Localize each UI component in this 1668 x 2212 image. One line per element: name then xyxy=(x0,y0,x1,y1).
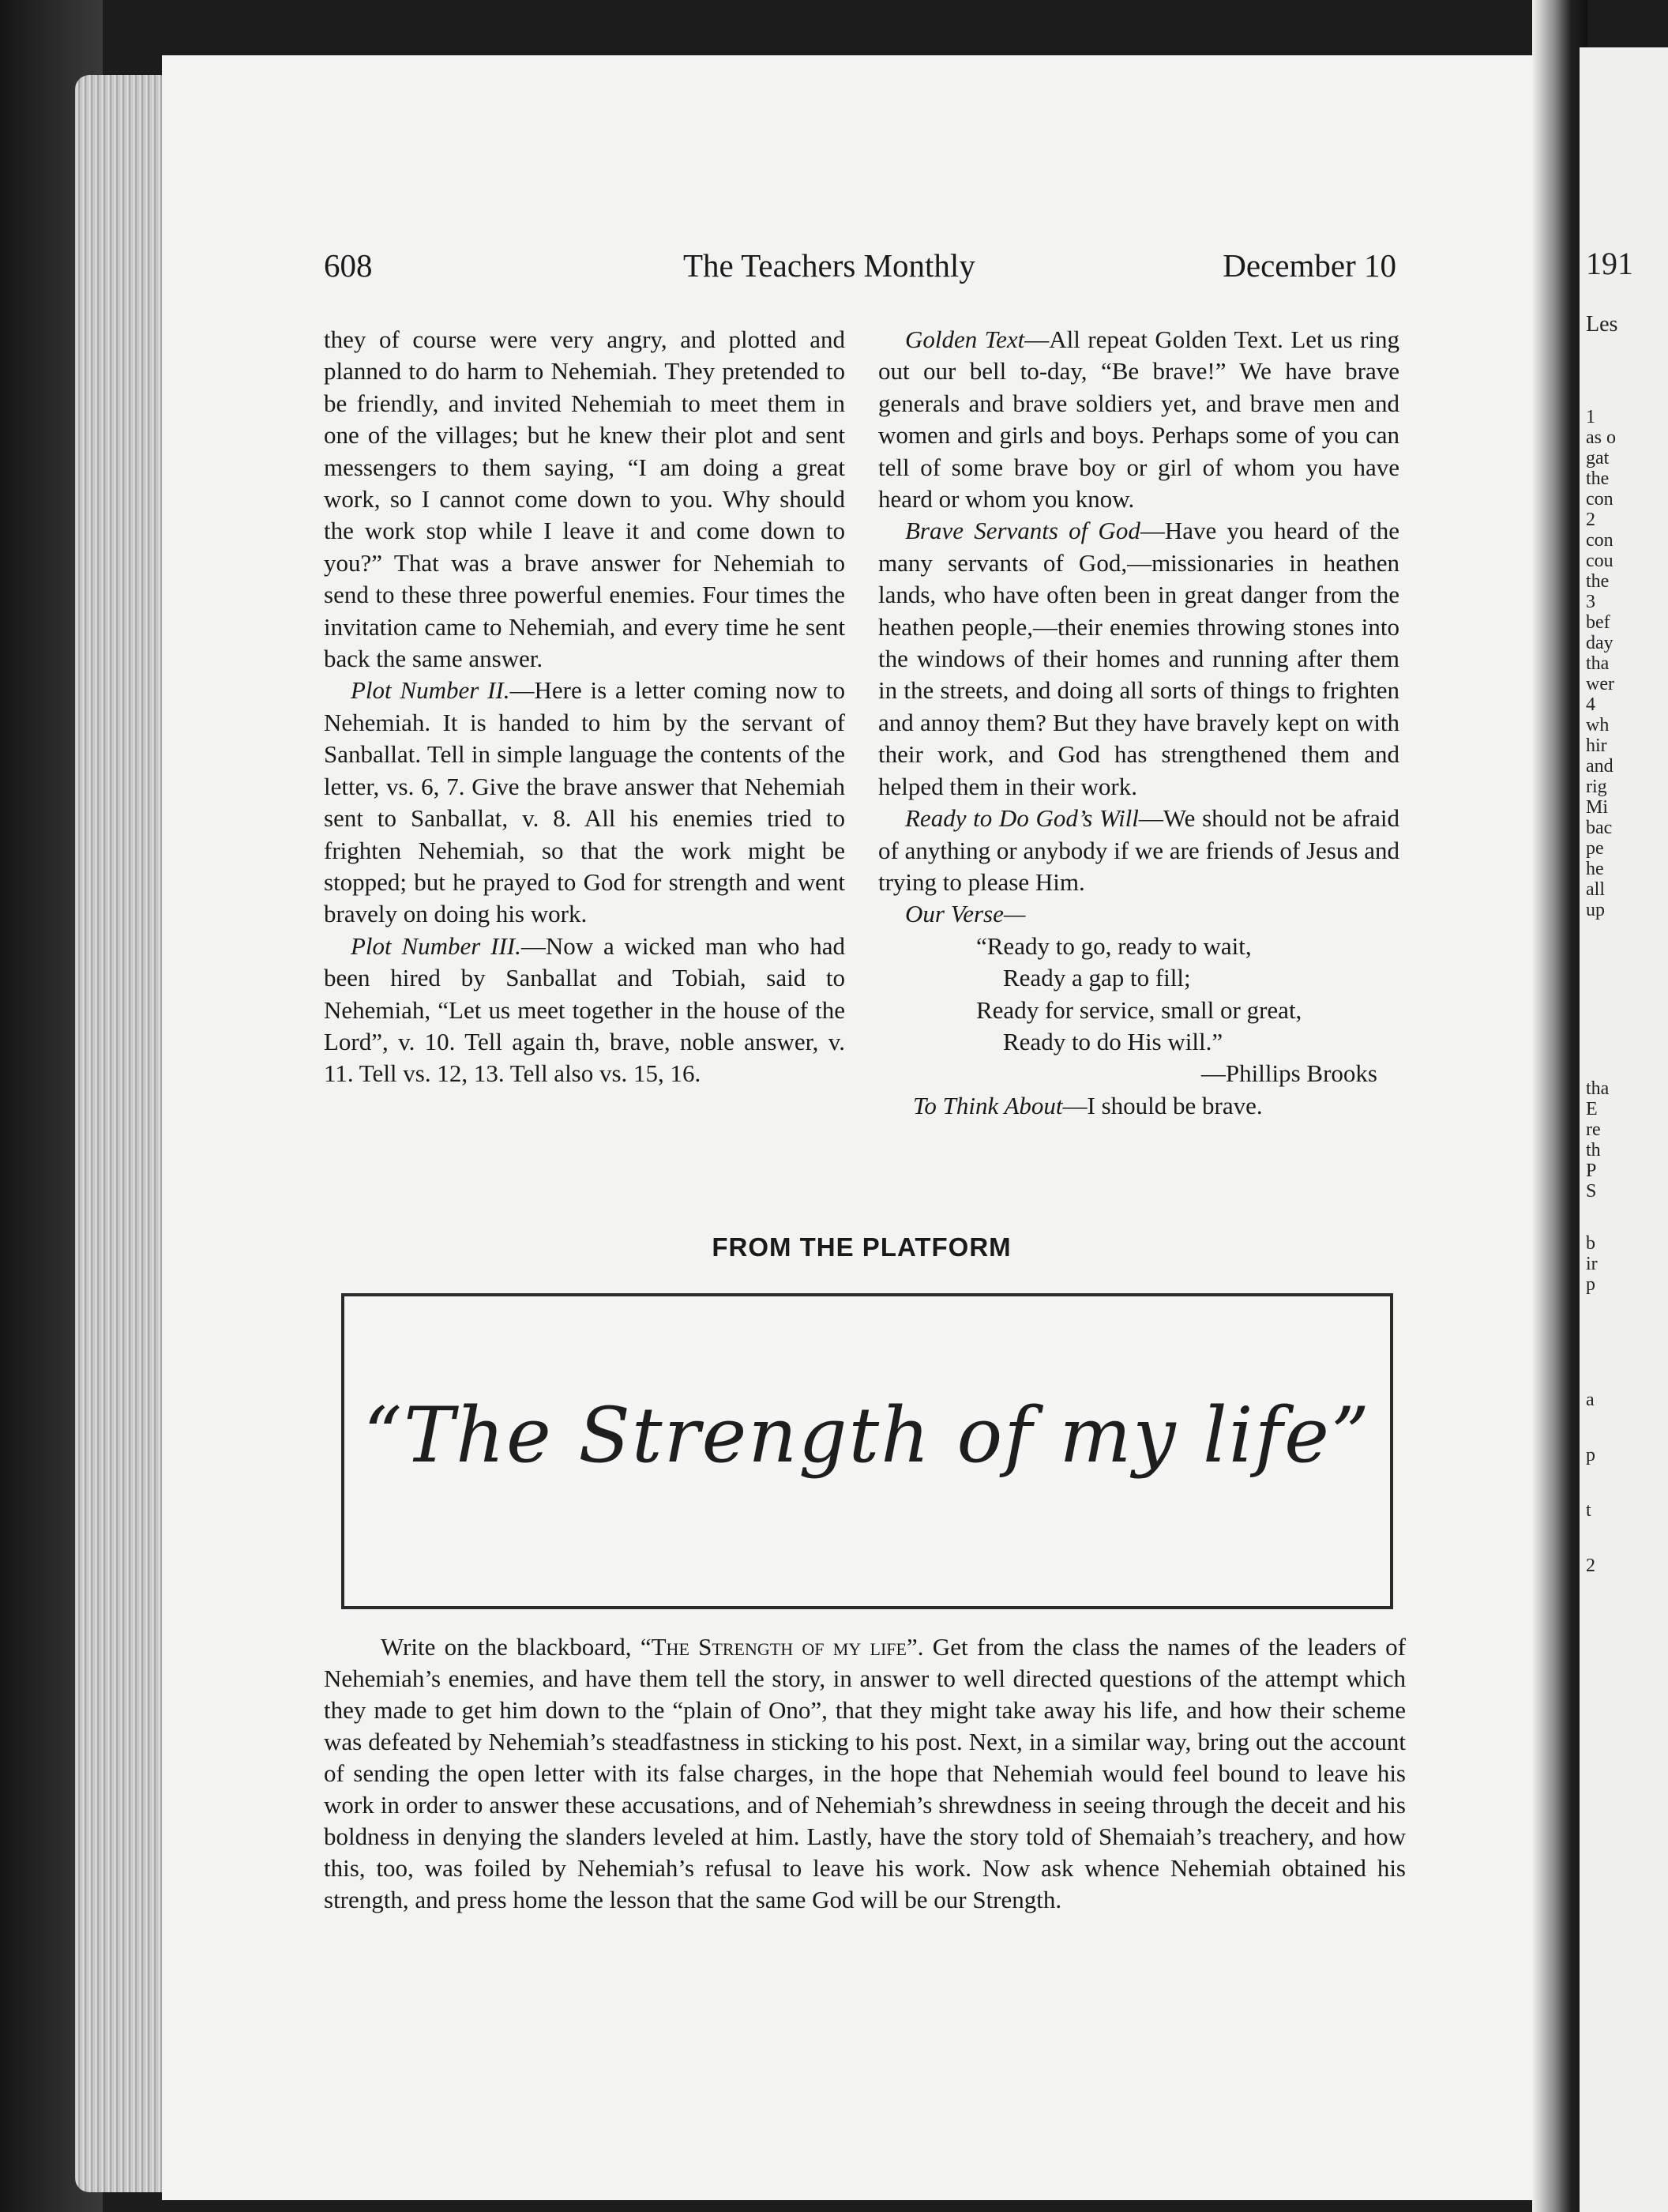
next-page-fragment: b xyxy=(1586,1233,1595,1254)
next-page-fragment: tha xyxy=(1586,653,1610,674)
next-page-fragment: 1 xyxy=(1586,407,1595,427)
paragraph-golden-text xyxy=(878,324,1399,515)
platform-paragraph xyxy=(324,1631,1406,1916)
paragraph-continuation: they of course were very angry, and plotted and planned to do harm to Nehemiah. They pretended to be friendly, and invited Nehemiah to meet them in one of the villages; but he knew their plot and sent messengers to them saying, “I am doing a great work, so I cannot come down to you. Why should the work stop while I leave it and come down to you?” That was a brave answer for Nehemiah to send to these three powerful enemies. Four times the invitation came to Nehemiah, and every time he sent back the same answer. xyxy=(324,325,845,673)
paragraph-ready xyxy=(878,803,1399,898)
think-about-text: —I should be brave. xyxy=(1062,1091,1263,1119)
paragraph-plot-three xyxy=(324,931,845,1090)
section-heading: FROM THE PLATFORM xyxy=(712,1232,1012,1262)
ready-body: —We should not be afraid of anything or anybody if we are friends of Jesus and trying to please Him. xyxy=(878,804,1399,896)
next-page-fragment: 3 xyxy=(1586,592,1595,612)
next-page-fragment: 2 xyxy=(1586,1556,1595,1576)
verse-line: “Ready to go, ready to wait, xyxy=(976,931,1252,960)
paragraph-plot-two xyxy=(324,675,845,930)
plot-two-label: Plot Number II. xyxy=(351,676,510,705)
next-page-fragment: Mi xyxy=(1586,797,1609,818)
next-page-fragment: 2 xyxy=(1586,510,1595,530)
plot-two-text: —Here is a letter coming now to Nehemiah. It is handed to him by the servant of Sanballat. Tell in simple language the contents of the letter, vs. 6, 7. Give the brave answer that Nehemiah sent to Sanballat, v. 8. All his enemies tried to frighten Nehemiah, so that the work might be stopped; but he prayed to God for strength and went bravely on doing his work. xyxy=(324,676,845,928)
think-about-label: To Think About xyxy=(913,1091,1063,1119)
brave-servants-body: —Have you heard of the many servants of God,—missionaries in heathen lands, who have often been in great danger from the heathen people,—their enemies throwing stones into the windows of their homes and running after them in the streets, and doing all sorts of things to frighten and annoy them? But they have bravely kept on with their work, and God has strengthened them and helped them in their work. xyxy=(878,517,1399,800)
running-head xyxy=(324,246,1396,294)
next-page-fragment: and xyxy=(1586,756,1614,777)
left-column xyxy=(324,324,845,1090)
next-page-fragment: gat xyxy=(1586,448,1610,468)
next-page-fragment: up xyxy=(1586,900,1605,920)
paragraph-brave-servants xyxy=(878,515,1399,803)
next-page-fragment: S xyxy=(1586,1181,1597,1202)
next-page-fragment: hir xyxy=(1586,735,1607,756)
platform-paragraph-smallcaps: The Strength of my life xyxy=(651,1633,907,1661)
next-page-edge xyxy=(1580,47,1668,2212)
next-page-fragment: tha xyxy=(1586,1078,1610,1099)
next-page-fragment: p xyxy=(1586,1274,1595,1295)
verse-line: Ready for service, small or great, xyxy=(976,995,1302,1024)
next-page-fragment: wh xyxy=(1586,715,1610,735)
next-page-fragment: rig xyxy=(1586,777,1607,797)
next-page-lesson: Les xyxy=(1586,312,1618,337)
next-page-fragment: ir xyxy=(1586,1254,1598,1274)
platform-paragraph-lead: Write on the blackboard, “ xyxy=(381,1633,652,1661)
next-page-fragment: bac xyxy=(1586,818,1613,838)
next-page-fragment: th xyxy=(1586,1140,1601,1161)
next-page-fragment: P xyxy=(1586,1161,1597,1181)
next-page-fragment: wer xyxy=(1586,674,1614,694)
next-page-fragment: the xyxy=(1586,571,1610,592)
issue-date: December 10 xyxy=(1223,247,1396,284)
golden-text-body: —All repeat Golden Text. Let us ring out our bell to-day, “Be brave!” We have brave generals and brave soldiers yet, and brave men and women and girls and boys. Perhaps some of you can tell of some brave boy or girl of whom you have heard or whom you know. xyxy=(878,325,1399,514)
next-page-fragment: p xyxy=(1586,1445,1595,1465)
brave-servants-label: Brave Servants of God xyxy=(905,517,1140,545)
next-page-fragment: E xyxy=(1586,1099,1598,1119)
next-page-fragment: a xyxy=(1586,1390,1595,1410)
verse-attribution: —Phillips Brooks xyxy=(1200,1059,1377,1088)
ready-label: Ready to Do God’s Will xyxy=(905,804,1139,833)
next-page-year: 191 xyxy=(1586,246,1633,281)
next-page-fragment: bef xyxy=(1586,612,1610,633)
page-number: 608 xyxy=(324,247,373,284)
plot-three-text: —Now a wicked man who had been hired by Sanballat and Tobiah, said to Nehemiah, “Let us meet together in the house of the Lord”, v. 10. Tell again th, brave, noble answer, v. 11. Tell vs. 12, 13. Tell also vs. 15, 16. xyxy=(324,931,845,1088)
verse-line: Ready to do His will.” xyxy=(1003,1027,1223,1055)
plot-three-label: Plot Number III. xyxy=(351,931,521,960)
next-page-fragment: all xyxy=(1586,879,1605,900)
think-about xyxy=(878,1090,1399,1122)
next-page-fragment: con xyxy=(1586,530,1614,551)
next-page-fragment: con xyxy=(1586,489,1614,510)
next-page-fragment: day xyxy=(1586,633,1614,653)
blackboard-motto: “The Strength of my life” xyxy=(363,1391,1371,1480)
verse-label-text: Our Verse— xyxy=(905,900,1026,928)
blackboard-box xyxy=(341,1293,1393,1609)
verse-label xyxy=(878,898,1399,930)
page-stack xyxy=(75,75,170,2192)
next-page-fragment: cou xyxy=(1586,551,1614,571)
right-column xyxy=(878,324,1399,1122)
verse-line: Ready a gap to fill; xyxy=(1003,964,1191,992)
next-page-fragment: pe xyxy=(1586,838,1604,859)
next-page-fragment: the xyxy=(1586,468,1610,489)
next-page-fragment: 4 xyxy=(1586,694,1595,715)
platform-paragraph-rest: ”. Get from the class the names of the leaders of Nehemiah’s enemies, and have them tell the story, in answer to well directed questions of the attempt which they made to get him down to the “plain of Ono”, that they might take away his life, and how their scheme was defeated by Nehemiah’s steadfastness in sticking to his post. Next, in a similar way, bring out the account of sending the open letter with its false charges, in the hope that Nehemiah would feel bound to leave his work in order to answer these accusations, and of Nehemiah’s shrewdness in seeing through the deceit and his boldness in denying the slanders leveled at him. Lastly, have the story told of Shemaiah’s treachery, and how this, too, was foiled by Nehemiah’s refusal to leave his work. Now ask whence Nehemiah obtained his strength, and press home the lesson that the same God will be our Strength. xyxy=(324,1633,1407,1913)
verse xyxy=(878,931,1399,1090)
next-page-fragment: t xyxy=(1586,1500,1591,1521)
golden-text-label: Golden Text xyxy=(905,325,1025,353)
publication-title: The Teachers Monthly xyxy=(683,247,975,284)
next-page-fragment: he xyxy=(1586,859,1604,879)
next-page-fragment: re xyxy=(1586,1119,1601,1140)
next-page-fragment: as o xyxy=(1586,427,1616,448)
